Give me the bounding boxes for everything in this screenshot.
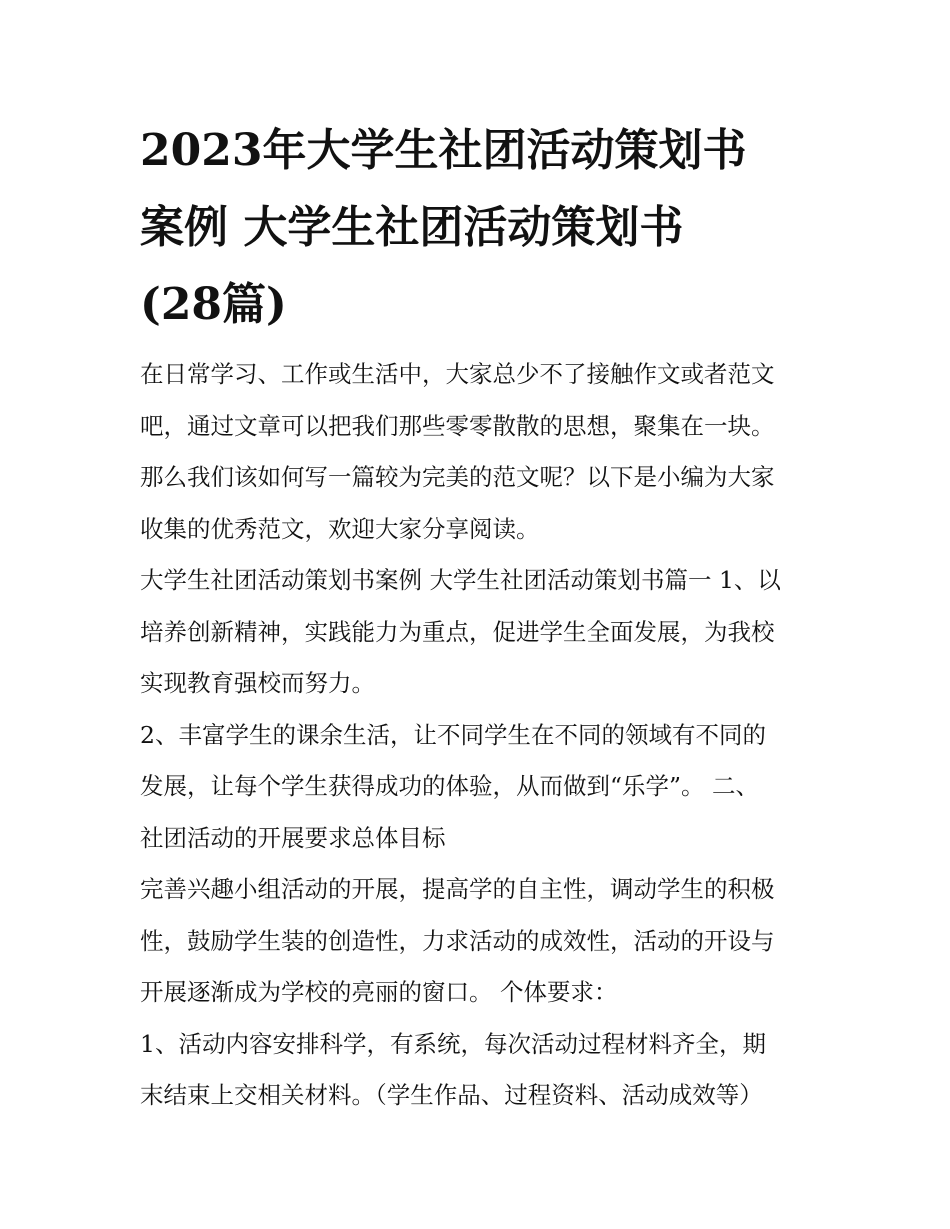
document-title xyxy=(140,112,820,343)
text-line: 1、活动内容安排科学，有系统，每次活动过程材料齐全，期 xyxy=(140,1029,766,1058)
body-paragraph xyxy=(140,864,820,1019)
text-line: 社团活动的开展要求总体目标 xyxy=(140,823,446,852)
text-line: 吧，通过文章可以把我们那些零零散散的思想，聚集在一块。 xyxy=(140,411,775,440)
intro-paragraph xyxy=(140,349,820,555)
document-content xyxy=(140,112,820,1122)
body-paragraph xyxy=(140,1019,820,1122)
text-line: 收集的优秀范文，欢迎大家分享阅读。 xyxy=(140,514,540,543)
text-line: 完善兴趣小组活动的开展，提高学的自主性，调动学生的积极 xyxy=(140,875,775,903)
text-line: 发展，让每个学生获得成功的体验，从而做到“乐学”。 二、 xyxy=(140,772,759,800)
body-paragraph xyxy=(140,710,820,865)
text-line: 实现教育强校而努力。 xyxy=(140,669,375,697)
title-line: (28篇) xyxy=(140,279,287,330)
text-line: 开展逐渐成为学校的亮丽的窗口。 个体要求： xyxy=(140,978,618,1006)
text-line: 性，鼓励学生装的创造性，力求活动的成效性，活动的开设与 xyxy=(140,926,775,955)
text-line: 培养创新精神，实践能力为重点，促进学生全面发展，为我校 xyxy=(140,617,775,646)
text-line: 在日常学习、工作或生活中，大家总少不了接触作文或者范文 xyxy=(140,360,775,388)
text-line: 末结束上交相关材料。（学生作品、过程资料、活动成效等） xyxy=(140,1081,763,1109)
title-line: 案例 大学生社团活动策划书 xyxy=(140,202,684,253)
text-line: 大学生社团活动策划书案例 大学生社团活动策划书篇一 1、以 xyxy=(140,566,781,594)
title-line: 2023年大学生社团活动策划书 xyxy=(140,125,747,176)
text-line: 那么我们该如何写一篇较为完美的范文呢？以下是小编为大家 xyxy=(140,463,775,491)
body-paragraph xyxy=(140,555,820,710)
text-line: 2、丰富学生的课余生活，让不同学生在不同的领域有不同的 xyxy=(140,720,766,749)
